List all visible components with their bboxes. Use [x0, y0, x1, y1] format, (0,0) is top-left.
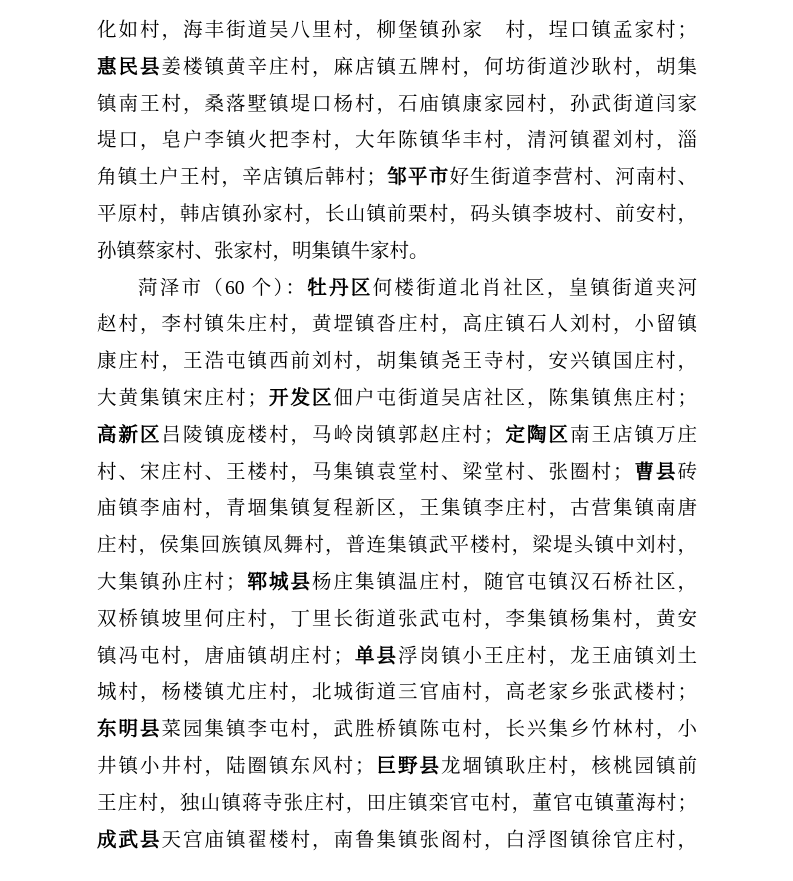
text-line [97, 675, 697, 712]
text-segment: 姜楼镇黄辛庄村，麻店镇五牌村，何坊街道沙耿村，胡集 [161, 56, 697, 78]
region-name-bold: 成武县 [97, 829, 162, 851]
text-segment: 化如村，海丰街道吴八里村，柳堡镇孙家 村，埕口镇孟家村； [97, 20, 697, 41]
text-segment: 城村，杨楼镇尤庄村，北城街道三官庙村，高老家乡张武楼村； [97, 682, 697, 704]
text-segment: 吕陵镇庞楼村，马岭岗镇郭赵庄村； [161, 424, 504, 446]
text-line [97, 344, 697, 381]
region-name-bold: 巨野县 [374, 755, 441, 777]
text-segment: 菏泽市（60 个）： [137, 277, 308, 299]
text-segment: 龙堌镇耿庄村，核桃园镇前 [440, 755, 697, 777]
text-line [97, 823, 697, 860]
text-line [97, 123, 697, 160]
text-segment: 天宫庙镇翟楼村，南鲁集镇张阁村，白浮图镇徐官庄村， [161, 829, 697, 851]
text-segment: 杨庄集镇温庄村，随官屯镇汉石桥社区， [312, 571, 697, 593]
region-name-bold: 牡丹区 [307, 277, 373, 299]
region-name-bold: 开发区 [267, 387, 334, 409]
text-line [97, 455, 697, 492]
text-segment: 王庄村，独山镇蒋寺张庄村，田庄镇栾官屯村，董官屯镇董海村； [97, 792, 697, 814]
text-segment: 何楼街道北肖社区，皇镇街道夹河 [372, 277, 697, 299]
text-segment: 康庄村，王浩屯镇西前刘村，胡集镇尧王寺村，安兴镇国庄村， [97, 351, 697, 373]
text-line [97, 197, 697, 234]
region-name-bold: 邹平市 [386, 167, 450, 189]
region-name-bold: 郓城县 [245, 571, 312, 593]
text-line [97, 639, 697, 676]
text-line [97, 87, 697, 124]
text-segment: 镇冯屯村，唐庙镇胡庄村； [97, 645, 353, 667]
text-line [97, 381, 697, 418]
text-line [97, 160, 697, 197]
text-segment: 井镇小井村，陆圈镇东风村； [97, 755, 375, 777]
text-segment: 双桥镇坡里何庄村，丁里长街道张武屯村，李集镇杨集村，黄安 [97, 608, 697, 630]
text-segment: 大黄集镇宋庄村； [97, 387, 267, 409]
text-line [97, 491, 697, 528]
text-line [97, 234, 697, 271]
text-segment: 村、宋庄村、王楼村，马集镇袁堂村、梁堂村、张圈村； [97, 461, 633, 483]
text-segment: 镇南王村，桑落墅镇堤口杨村，石庙镇康家园村，孙武街道闫家 [97, 93, 697, 115]
text-line [97, 786, 697, 823]
region-name-bold: 惠民县 [97, 56, 162, 78]
text-segment: 庙镇李庙村，青堌集镇复程新区，王集镇李庄村，古营集镇南唐 [97, 498, 697, 520]
text-segment: 角镇土户王村，辛店镇后韩村； [97, 167, 386, 189]
text-segment: 赵村，李村镇朱庄村，黄堽镇沓庄村，高庄镇石人刘村，小留镇 [97, 314, 697, 336]
text-line [97, 271, 697, 308]
region-name-bold: 定陶区 [503, 424, 570, 446]
text-segment: 大集镇孙庄村； [97, 571, 246, 593]
text-line [97, 13, 697, 50]
text-segment: 佃户屯街道吴店社区，陈集镇焦庄村； [333, 387, 697, 409]
region-name-bold: 单县 [352, 645, 398, 667]
region-name-bold: 高新区 [97, 424, 162, 446]
text-segment: 砖 [677, 461, 697, 483]
text-segment: 堤口，皂户李镇火把李村，大年陈镇华丰村，清河镇翟刘村，淄 [97, 130, 697, 152]
text-line [97, 418, 697, 455]
text-segment: 庄村，侯集回族镇凤舞村，普连集镇武平楼村，梁堤头镇中刘村， [97, 535, 697, 557]
text-line [97, 565, 697, 602]
text-line [97, 528, 697, 565]
text-segment: 孙镇蔡家村、张家村，明集镇牛家村。 [97, 240, 429, 262]
region-name-bold: 东明县 [97, 719, 162, 741]
text-segment: 好生街道李营村、河南村、 [449, 167, 697, 189]
text-segment: 南王店镇万庄 [569, 424, 697, 446]
text-line [97, 307, 697, 344]
text-line [97, 602, 697, 639]
text-segment: 菜园集镇李屯村，武胜桥镇陈屯村，长兴集乡竹林村，小 [161, 719, 697, 741]
text-line [97, 749, 697, 786]
text-line [97, 50, 697, 87]
text-line [97, 712, 697, 749]
text-segment: 浮岗镇小王庄村，龙王庙镇刘土 [397, 645, 697, 667]
region-name-bold: 曹县 [632, 461, 678, 483]
text-segment: 平原村，韩店镇孙家村，长山镇前栗村，码头镇李坡村、前安村， [97, 203, 697, 225]
